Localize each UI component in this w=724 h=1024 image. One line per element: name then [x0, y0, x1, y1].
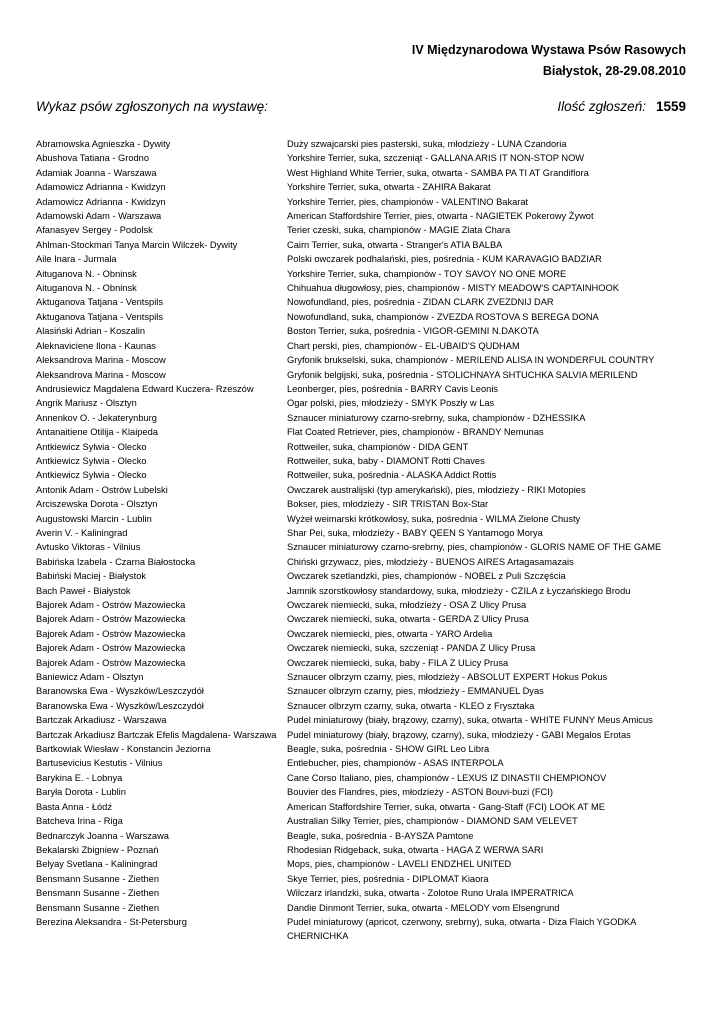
list-item — [36, 512, 691, 526]
list-item — [36, 497, 691, 511]
owner-name: Batcheva Irina - Riga — [36, 816, 123, 827]
entry-count-value: 1559 — [655, 99, 686, 114]
dog-entry: Pudel miniaturowy (apricot, czerwony, srebrny), suka, otwarta - Diza Flaich YGODKA CHERNICHKA — [287, 916, 636, 942]
list-item — [36, 440, 691, 454]
list-item — [36, 425, 691, 439]
owner-name: Adamowicz Adrianna - Kwidzyn — [36, 182, 166, 193]
owner-name: Baryła Dorota - Lublin — [36, 787, 126, 798]
dog-entry: Pudel miniaturowy (biały, brązowy, czarny), suka, młodzieży - GABI Megalos Erotas — [287, 729, 631, 740]
owner-name: Angrik Mariusz - Olsztyn — [36, 398, 137, 409]
list-item — [36, 151, 691, 165]
owner-name: Babińska Izabela - Czarna Białostocka — [36, 556, 196, 567]
owner-name: Abramowska Agnieszka - Dywity — [36, 139, 171, 149]
dog-entry: Ogar polski, pies, młodzieży - SMYK Poszły w Las — [287, 398, 495, 409]
dog-entry: Pudel miniaturowy (biały, brązowy, czarny), suka, otwarta - WHITE FUNNY Meus Amicus — [287, 715, 653, 726]
list-item — [36, 468, 691, 482]
owner-name: Bajorek Adam - Ostrów Mazowiecka — [36, 657, 186, 668]
owner-name: Arciszewska Dorota - Olsztyn — [36, 499, 158, 510]
owner-name: Bajorek Adam - Ostrów Mazowiecka — [36, 600, 186, 610]
list-item — [36, 584, 691, 598]
owner-name: Bajorek Adam - Ostrów Mazowiecka — [36, 643, 186, 654]
owner-name: Barykina E. - Lobnya — [36, 772, 123, 783]
owner-name: Bach Paweł - Białystok — [36, 585, 131, 596]
dog-entry: Flat Coated Retriever, pies, championów - BRANDY Nemunas — [287, 427, 544, 438]
owner-name: Baniewicz Adam - Olsztyn — [36, 672, 144, 683]
list-item — [36, 872, 691, 886]
dog-entry: Sznaucer olbrzym czarny, pies, młodzieży - EMMANUEL Dyas — [287, 686, 544, 697]
dog-entry: Owczarek niemiecki, suka, baby - FILA Z ULicy Prusa — [287, 657, 509, 668]
owner-name: Aktuganova Tatjana - Ventspils — [36, 311, 163, 322]
dog-entry: Sznaucer miniaturowy czarno-srebrny, suka, championów - DZHESSIKA — [287, 412, 586, 423]
list-item — [36, 728, 691, 742]
dog-entry: Chihuahua długowłosy, pies, championów - MISTY MEADOW'S CAPTAINHOOK — [287, 283, 619, 294]
owner-name: Afanasyev Sergey - Podolsk — [36, 225, 153, 236]
owner-name: Antonik Adam - Ostrów Lubelski — [36, 484, 168, 495]
owner-name: Aleksandrova Marina - Moscow — [36, 355, 166, 366]
owner-name: Aituganova N. - Obninsk — [36, 268, 137, 279]
list-item — [36, 252, 691, 266]
owner-name: Antkiewicz Sylwia - Olecko — [36, 441, 147, 452]
owner-name: Antkiewicz Sylwia - Olecko — [36, 470, 147, 481]
dog-entry: Jamnik szorstkowłosy standardowy, suka, młodzieży - CZILA z Łyczańskiego Brodu — [287, 585, 631, 596]
entry-count — [557, 99, 686, 114]
owner-name: Bartczak Arkadiusz Bartczak Efelis Magdalena- Warszawa — [36, 729, 277, 740]
dog-entry: Chart perski, pies, championów - EL-UBAID'S QUDHAM — [287, 340, 520, 351]
list-item — [36, 771, 691, 785]
list-item — [36, 310, 691, 324]
list-item — [36, 656, 691, 670]
dog-entry: Mops, pies, championów - LAVELI ENDZHEL UNITED — [287, 859, 512, 870]
list-item — [36, 281, 691, 295]
list-item — [36, 454, 691, 468]
list-item — [36, 166, 691, 180]
owner-name: Aleknaviciene Ilona - Kaunas — [36, 340, 156, 351]
owner-name: Antanaitiene Otilija - Klaipeda — [36, 427, 158, 438]
list-item — [36, 368, 691, 382]
list-item — [36, 324, 691, 338]
list-item — [36, 713, 691, 727]
owner-name: Bekalarski Zbigniew - Poznań — [36, 844, 159, 855]
dog-entry: Cane Corso Italiano, pies, championów - LEXUS IZ DINASTII CHEMPIONOV — [287, 772, 607, 783]
owner-name: Bartusevicius Kestutis - Vilnius — [36, 758, 163, 769]
dog-entry: Owczarek australijski (typ amerykański), pies, młodzieży - RIKI Motopies — [287, 484, 586, 495]
dog-entry: Sznaucer olbrzym czarny, pies, młodzieży - ABSOLUT EXPERT Hokus Pokus — [287, 672, 608, 683]
dog-entry: Gryfonik brukselski, suka, championów - MERILEND ALISA IN WONDERFUL COUNTRY — [287, 355, 655, 366]
dog-entry: Rottweiler, suka, championów - DIDA GENT — [287, 441, 469, 452]
list-item — [36, 540, 691, 554]
entry-count-label: Ilość zgłoszeń: — [557, 99, 646, 114]
owner-name: Adamowski Adam - Warszawa — [36, 211, 162, 222]
list-item — [36, 756, 691, 770]
dog-entry: West Highland White Terrier, suka, otwarta - SAMBA PA TI AT Grandiflora — [287, 167, 589, 178]
owner-name: Averin V. - Kaliningrad — [36, 527, 128, 538]
dog-entry: Polski owczarek podhalański, pies, pośrednia - KUM KARAVAGIO BADZIAR — [287, 254, 602, 265]
dog-entry: Owczarek niemiecki, suka, młodzieży - OSA Z Ulicy Prusa — [287, 600, 527, 610]
owner-name: Andrusiewicz Magdalena Edward Kuczera- Rzeszów — [36, 383, 254, 394]
dog-entry: Yorkshire Terrier, pies, championów - VALENTINO Bakarat — [287, 196, 529, 207]
owner-name: Belyay Svetlana - Kaliningrad — [36, 859, 158, 870]
dog-entry: Cairn Terrier, suka, otwarta - Stranger's ATIA BALBA — [287, 239, 503, 250]
list-item — [36, 829, 691, 843]
list-item — [36, 137, 691, 151]
owner-name: Ahlman-Stockmari Tanya Marcin Wilczek- Dywity — [36, 239, 238, 250]
list-item — [36, 915, 691, 944]
dog-entry: Yorkshire Terrier, suka, szczeniąt - GALLANA ARIS IT NON-STOP NOW — [287, 153, 585, 164]
list-item — [36, 396, 691, 410]
list-item — [36, 267, 691, 281]
list-item — [36, 627, 691, 641]
list-item — [36, 800, 691, 814]
list-item — [36, 339, 691, 353]
owner-name: Berezina Aleksandra - St-Petersburg — [36, 916, 187, 927]
owner-name: Bensmann Susanne - Ziethen — [36, 888, 160, 899]
entry-list — [36, 137, 691, 944]
owner-name: Bensmann Susanne - Ziethen — [36, 902, 160, 913]
owner-name: Babiński Maciej - Białystok — [36, 571, 147, 582]
list-item — [36, 569, 691, 583]
list-item — [36, 699, 691, 713]
dog-entry: Shar Pei, suka, młodzieży - BABY QEEN S Yantarnogo Morya — [287, 527, 543, 538]
dog-entry: Bokser, pies, młodzieży - SIR TRISTAN Box-Star — [287, 499, 489, 510]
dog-entry: Owczarek niemiecki, suka, szczeniąt - PANDA Z Ulicy Prusa — [287, 643, 536, 654]
dog-entry: Sznaucer olbrzym czarny, suka, otwarta - KLEO z Frysztaka — [287, 700, 535, 711]
owner-name: Antkiewicz Sylwia - Olecko — [36, 455, 147, 466]
list-item — [36, 238, 691, 252]
dog-entry: Yorkshire Terrier, suka, otwarta - ZAHIRA Bakarat — [287, 182, 491, 193]
dog-entry: Terier czeski, suka, championów - MAGIE Zlata Chara — [287, 225, 511, 236]
list-item — [36, 483, 691, 497]
owner-name: Bajorek Adam - Ostrów Mazowiecka — [36, 614, 186, 625]
owner-name: Basta Anna - Łódź — [36, 801, 112, 812]
dog-entry: Leonberger, pies, pośrednia - BARRY Cavis Leonis — [287, 383, 499, 394]
owner-name: Bartczak Arkadiusz - Warszawa — [36, 715, 167, 726]
dog-entry: Yorkshire Terrier, suka, championów - TOY SAVOY NO ONE MORE — [287, 268, 567, 279]
list-heading: Wykaz psów zgłoszonych na wystawę: — [36, 99, 268, 114]
owner-name: Annenkov O. - Jekaterynburg — [36, 412, 157, 423]
list-item — [36, 209, 691, 223]
list-item — [36, 598, 691, 612]
list-item — [36, 901, 691, 915]
dog-entry: Rottweiler, suka, baby - DIAMONT Rotti Chaves — [287, 455, 485, 466]
dog-entry: Chiński grzywacz, pies, młodzieży - BUENOS AIRES Artagasamazais — [287, 556, 574, 567]
dog-entry: Duży szwajcarski pies pasterski, suka, młodzieży - LUNA Czandoria — [287, 139, 567, 149]
event-title: IV Międzynarodowa Wystawa Psów Rasowych — [411, 43, 686, 57]
owner-name: Baranowska Ewa - Wyszków/Leszczydół — [36, 700, 204, 711]
list-item — [36, 526, 691, 540]
dog-entry: Owczarek szetlandzki, pies, championów - NOBEL z Puli Szczęścia — [287, 571, 566, 582]
dog-entry: Gryfonik belgijski, suka, pośrednia - STOLICHNAYA SHTUCHKA SALVIA MERILEND — [287, 369, 638, 380]
dog-entry: Dandie Dinmont Terrier, suka, otwarta - MELODY vom Elsengrund — [287, 902, 560, 913]
list-item — [36, 353, 691, 367]
list-item — [36, 180, 691, 194]
list-item — [36, 670, 691, 684]
owner-name: Bednarczyk Joanna - Warszawa — [36, 830, 169, 841]
list-item — [36, 785, 691, 799]
list-item — [36, 857, 691, 871]
list-item — [36, 382, 691, 396]
list-item — [36, 612, 691, 626]
dog-entry: Boston Terrier, suka, pośrednia - VIGOR-GEMINI N.DAKOTA — [287, 326, 539, 337]
owner-name: Aktuganova Tatjana - Ventspils — [36, 297, 163, 308]
owner-name: Aile Inara - Jurmala — [36, 254, 117, 265]
list-item — [36, 195, 691, 209]
dog-entry: Skye Terrier, pies, pośrednia - DIPLOMAT Kiaora — [287, 873, 489, 884]
dog-entry: Rhodesian Ridgeback, suka, otwarta - HAGA Z WERWA SARI — [287, 844, 544, 855]
dog-entry: American Staffordshire Terrier, suka, otwarta - Gang-Staff (FCI) LOOK AT ME — [287, 801, 605, 812]
owner-name: Adamiak Joanna - Warszawa — [36, 167, 157, 178]
list-item — [36, 684, 691, 698]
list-item — [36, 843, 691, 857]
owner-name: Aituganova N. - Obninsk — [36, 283, 137, 294]
dog-entry: Nowofundland, pies, pośrednia - ZIDAN CLARK ZVEZDNIJ DAR — [287, 297, 554, 308]
dog-entry: Beagle, suka, pośrednia - SHOW GIRL Leo Libra — [287, 744, 490, 755]
dog-entry: Rottweiler, suka, pośrednia - ALASKA Addict Rottis — [287, 470, 497, 481]
dog-entry: Wilczarz irlandzki, suka, otwarta - Zolotoe Runo Urala IMPERATRICA — [287, 888, 574, 899]
dog-entry: Entlebucher, pies, championów - ASAS INTERPOLA — [287, 758, 504, 769]
list-item — [36, 411, 691, 425]
list-item — [36, 886, 691, 900]
dog-entry: Owczarek niemiecki, pies, otwarta - YARO Ardelia — [287, 628, 493, 639]
owner-name: Avtusko Viktoras - Vilnius — [36, 542, 141, 553]
list-item — [36, 641, 691, 655]
list-item — [36, 223, 691, 237]
owner-name: Bartkowiak Wiesław - Konstancin Jeziorna — [36, 744, 211, 755]
event-place-date: Białystok, 28-29.08.2010 — [542, 64, 686, 78]
document-header — [412, 40, 686, 82]
owner-name: Bajorek Adam - Ostrów Mazowiecka — [36, 628, 186, 639]
dog-entry: American Staffordshire Terrier, pies, otwarta - NAGIETEK Pokerowy Żywot — [287, 211, 594, 222]
dog-entry: Australian Silky Terrier, pies, championów - DIAMOND SAM VELEVET — [287, 816, 578, 827]
dog-entry: Nowofundland, suka, championów - ZVEZDA ROSTOVA S BEREGA DONA — [287, 311, 599, 322]
list-item — [36, 555, 691, 569]
dog-entry: Owczarek niemiecki, suka, otwarta - GERDA Z Ulicy Prusa — [287, 614, 529, 625]
list-item — [36, 814, 691, 828]
owner-name: Alasiński Adrian - Koszalin — [36, 326, 146, 337]
owner-name: Abushova Tatiana - Grodno — [36, 153, 150, 164]
owner-name: Bensmann Susanne - Ziethen — [36, 873, 160, 884]
owner-name: Baranowska Ewa - Wyszków/Leszczydół — [36, 686, 204, 697]
owner-name: Augustowski Marcin - Lublin — [36, 513, 152, 524]
dog-entry: Wyżeł weimarski krótkowłosy, suka, pośrednia - WILMA Zielone Chusty — [287, 513, 581, 524]
dog-entry: Sznaucer miniaturowy czarno-srebrny, pies, championów - GLORIS NAME OF THE GAME — [287, 542, 662, 553]
list-item — [36, 295, 691, 309]
dog-entry: Beagle, suka, pośrednia - B-AYSZA Pamtone — [287, 830, 474, 841]
dog-entry: Bouvier des Flandres, pies, młodzieży - ASTON Bouvi-buzi (FCI) — [287, 787, 553, 798]
list-item — [36, 742, 691, 756]
owner-name: Adamowicz Adrianna - Kwidzyn — [36, 196, 166, 207]
owner-name: Aleksandrova Marina - Moscow — [36, 369, 166, 380]
